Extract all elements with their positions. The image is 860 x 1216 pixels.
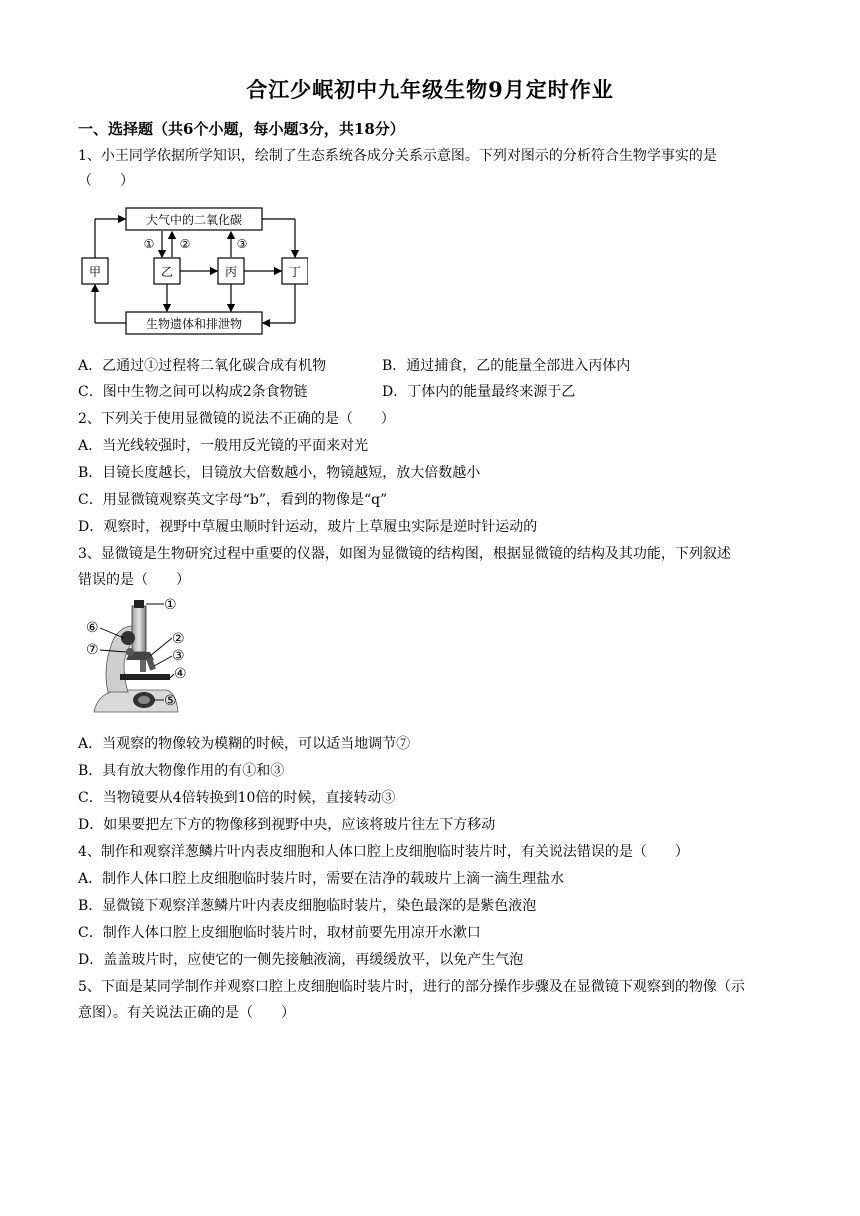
q3-option-b: B．具有放大物像作用的有①和③ [78, 763, 285, 779]
q2-option-c: C．用显微镜观察英文字母“b”，看到的物像是“q” [78, 492, 388, 508]
section-heading: 一、选择题（共6个小题，每小题3分，共18分） [78, 120, 405, 138]
q2-option-a: A．当光线较强时，一般用反光镜的平面来对光 [78, 438, 369, 454]
bing-label: 丙 [224, 265, 238, 279]
remains-box-label: 生物遗体和排泄物 [145, 317, 243, 331]
q1-option-b: B．通过捕食，乙的能量全部进入丙体内 [382, 358, 631, 374]
microscope-label-5: ⑤ [164, 693, 177, 709]
process-3-label: ③ [236, 237, 248, 251]
q3-option-c: C．当物镜要从4倍转换到10倍的时候，直接转动③ [78, 790, 396, 806]
q1-stem: 1、小王同学依据所学知识，绘制了生态系统各成分关系示意图。下列对图示的分析符合生物学事实的是 [78, 148, 717, 164]
jia-label: 甲 [88, 265, 102, 279]
q1-stem-bracket: （ ） [78, 173, 134, 189]
q1-option-c: C．图中生物之间可以构成2条食物链 [78, 384, 308, 400]
ding-label: 丁 [288, 265, 302, 279]
q3-stem-line2: 错误的是（ ） [78, 572, 190, 588]
q5-stem: 5、下面是某同学制作并观察口腔上皮细胞临时装片时，进行的部分操作步骤及在显微镜下观察到的物像（示 [78, 979, 745, 995]
q3-option-a: A．当观察的物像较为模糊的时候，可以适当地调节⑦ [78, 736, 411, 752]
q2-stem: 2、下列关于使用显微镜的说法不正确的是（ ） [78, 411, 395, 427]
q4-option-a: A．制作人体口腔上皮细胞临时装片时，需要在洁净的载玻片上滴一滴生理盐水 [78, 871, 565, 887]
microscope-label-4: ④ [174, 666, 187, 682]
microscope-label-6: ⑥ [86, 620, 99, 636]
q4-stem: 4、制作和观察洋葱鳞片叶内表皮细胞和人体口腔上皮细胞临时装片时，有关说法错误的是（ ） [78, 844, 689, 860]
q5-stem-line2: 意图）。有关说法正确的是（ ） [78, 1005, 295, 1021]
process-2-label: ② [179, 237, 191, 251]
q3-option-d: D．如果要把左下方的物像移到视野中央，应该将玻片往左下方移动 [78, 817, 496, 833]
q2-option-b: B．目镜长度越长，目镜放大倍数越小，物镜越短，放大倍数越小 [78, 465, 481, 481]
q4-option-d: D．盖盖玻片时，应使它的一侧先接触液滴，再缓缓放平，以免产生气泡 [78, 952, 524, 968]
microscope-label-7: ⑦ [86, 642, 99, 658]
q2-option-d: D．观察时，视野中草履虫顺时针运动，玻片上草履虫实际是逆时针运动的 [78, 519, 538, 535]
microscope-label-1: ① [164, 597, 177, 613]
microscope-figure [80, 596, 192, 722]
microscope-label-3: ③ [172, 648, 185, 664]
yi-label: 乙 [160, 265, 174, 279]
page-title: 合江少岷初中九年级生物9月定时作业 [246, 77, 614, 102]
q3-stem: 3、显微镜是生物研究过程中重要的仪器，如图为显微镜的结构图，根据显微镜的结构及其功能，下列叙述 [78, 546, 731, 562]
q1-option-d: D．丁体内的能量最终来源于乙 [382, 384, 576, 400]
co2-box-label: 大气中的二氧化碳 [145, 213, 243, 227]
microscope-label-2: ② [172, 631, 185, 647]
process-1-label: ① [143, 237, 155, 251]
q1-option-a: A．乙通过①过程将二氧化碳合成有机物 [78, 358, 327, 374]
q4-option-c: C．制作人体口腔上皮细胞临时装片时，取材前要先用凉开水漱口 [78, 925, 481, 941]
q4-option-b: B．显微镜下观察洋葱鳞片叶内表皮细胞临时装片，染色最深的是紫色液泡 [78, 898, 537, 914]
ecosystem-diagram [78, 200, 308, 340]
